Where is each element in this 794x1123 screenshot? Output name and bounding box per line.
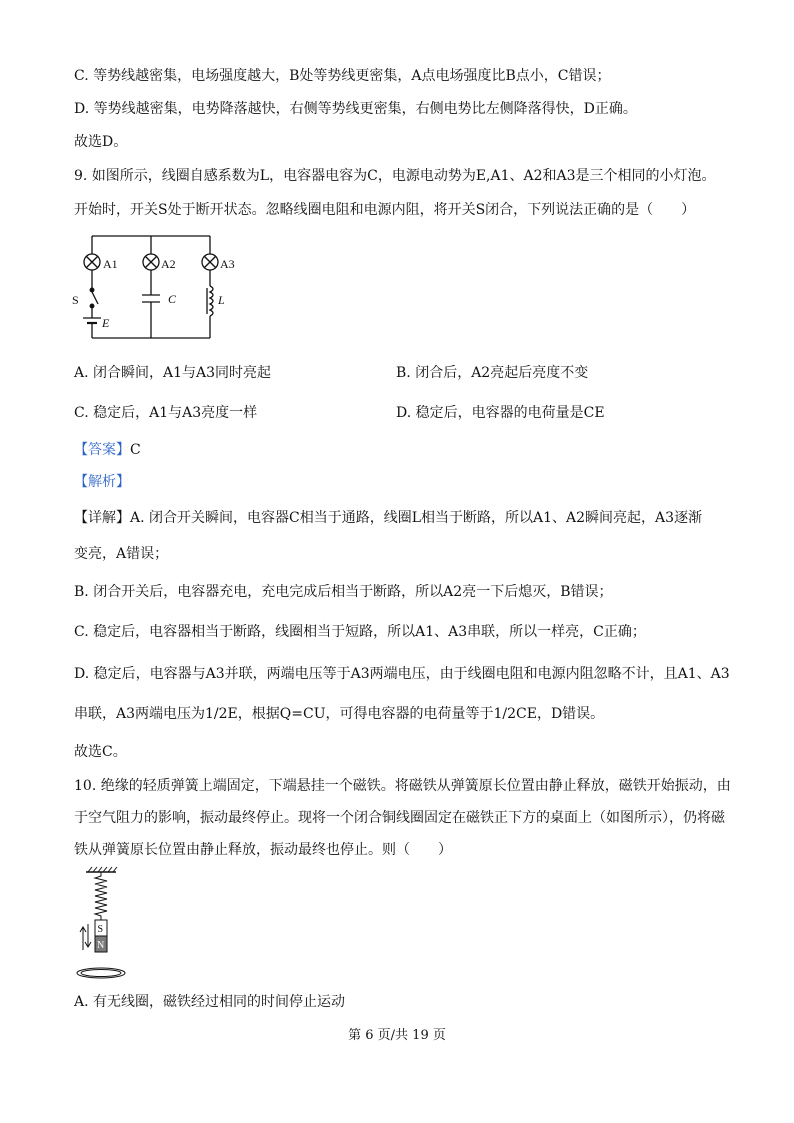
- lamp-label-a2: A2: [161, 257, 176, 271]
- q9-option-a: A. 闭合瞬间，A1与A3同时亮起: [74, 365, 272, 381]
- q9-circuit-diagram: [70, 226, 235, 346]
- q9-stem-line1: 9. 如图所示，线圈自感系数为L，电容器电容为C，电源电动势为E,A1、A2和A3是三个相同的小灯泡。: [74, 168, 716, 184]
- q9-option-d: D. 稳定后，电容器的电荷量是CE: [396, 405, 605, 421]
- page-footer: 第 6 页/共 19 页: [348, 1028, 446, 1043]
- capacitor-label: C: [168, 292, 177, 306]
- answer-tag: 【答案】: [74, 442, 130, 458]
- detail-tag: 【详解】: [74, 510, 130, 526]
- inductor-label: L: [218, 293, 225, 307]
- q9-detail-a-text: A. 闭合开关瞬间，电容器C相当于通路，线圈L相当于断路，所以A1、A2瞬间亮起，A3逐渐: [130, 510, 703, 526]
- q10-spring-magnet-diagram: [70, 866, 140, 986]
- switch-label: S: [72, 293, 79, 307]
- q9-answer-line: [74, 440, 141, 460]
- answer-value: C: [130, 442, 141, 458]
- q9-detail-d-line1: D. 稳定后，电容器与A3并联，两端电压等于A3两端电压，由于线圈电阻和电源内阻忽略不计，且A1、A3: [74, 666, 730, 682]
- lamp-label-a3: A3: [220, 257, 235, 271]
- q9-option-c: C. 稳定后，A1与A3亮度一样: [74, 405, 258, 421]
- q9-stem-line2: 开始时，开关S处于断开状态。忽略线圈电阻和电源内阻，将开关S闭合，下列说法正确的是（ ）: [74, 202, 696, 218]
- q9-detail-a-line2: 变亮，A错误；: [74, 546, 169, 562]
- analysis-tag: 【解析】: [74, 474, 130, 490]
- q10-stem-line2: 于空气阻力的影响，振动最终停止。现将一个闭合铜线圈固定在磁铁正下方的桌面上（如图所示），仍将磁: [74, 810, 725, 826]
- q9-detail-b: B. 闭合开关后，电容器充电，充电完成后相当于断路，所以A2亮一下后熄灭，B错误；: [74, 584, 613, 600]
- q9-conclusion: 故选C。: [74, 744, 127, 760]
- q9-detail-a-line1: [74, 508, 702, 528]
- magnet-pole-n: N: [97, 940, 105, 951]
- source-label: E: [102, 316, 110, 330]
- q9-option-b: B. 闭合后，A2亮起后亮度不变: [396, 365, 589, 381]
- q9-detail-c: C. 稳定后，电容器相当于断路，线圈相当于短路，所以A1、A3串联，所以一样亮，C正确；: [74, 624, 646, 640]
- q9-detail-d-line2: 串联，A3两端电压为1/2E，根据Q=CU，可得电容器的电荷量等于1/2CE，D错误。: [74, 706, 605, 722]
- q10-stem-line3: 铁从弹簧原长位置由静止释放，振动最终也停止。则（ ）: [74, 842, 452, 858]
- prev-conclusion: 故选D。: [74, 134, 128, 150]
- magnet-pole-s: S: [97, 924, 104, 935]
- q10-option-a: A. 有无线圈，磁铁经过相同的时间停止运动: [74, 994, 346, 1010]
- lamp-label-a1: A1: [103, 257, 118, 271]
- prev-option-c-explanation: C. 等势线越密集，电场强度越大，B处等势线更密集，A点电场强度比B点小，C错误；: [74, 68, 611, 84]
- q10-stem-line1: 10. 绝缘的轻质弹簧上端固定，下端悬挂一个磁铁。将磁铁从弹簧原长位置由静止释放，磁铁开始振动，由: [74, 778, 731, 794]
- prev-option-d-explanation: D. 等势线越密集，电势降落越快，右侧等势线更密集，右侧电势比左侧降落得快，D正确。: [74, 101, 637, 117]
